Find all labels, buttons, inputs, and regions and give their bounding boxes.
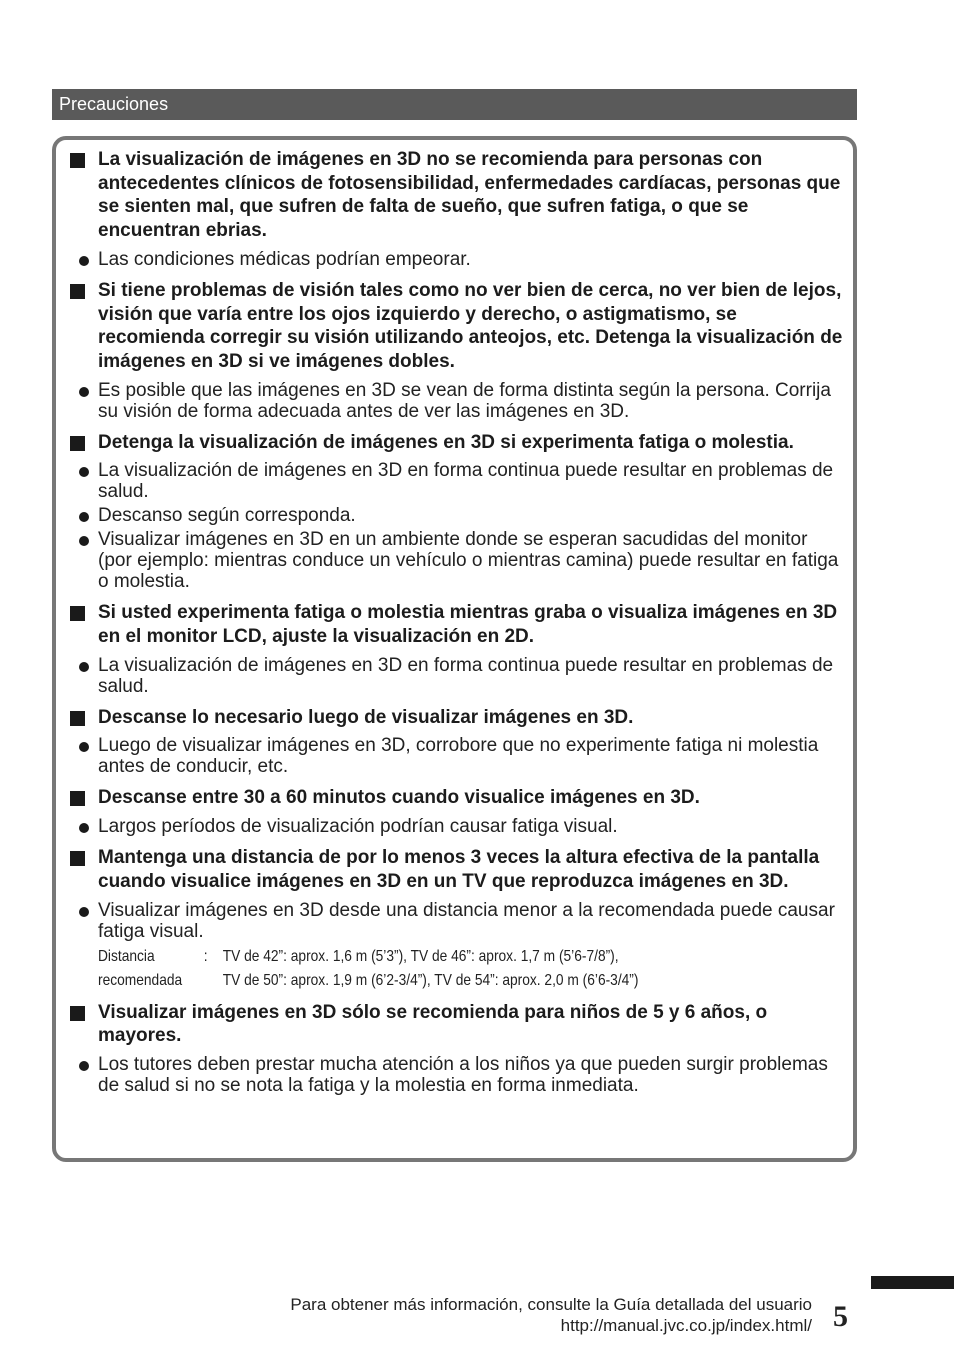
distance-label: Distancia <box>98 947 155 965</box>
precaution-heading: Descanse lo necesario luego de visualizar imágenes en 3D. <box>0 706 954 730</box>
precaution-bullet: Es posible que las imágenes en 3D se vean de forma distinta según la persona. Corrija su visión de forma adecuada antes de ver las imágenes en 3D. <box>0 380 954 422</box>
precaution-bullet: Los tutores deben prestar mucha atención a los niños ya que pueden surgir problemas de salud si no se nota la fatiga y la molestia en forma inmediata. <box>0 1054 954 1096</box>
precaution-section <box>0 706 954 778</box>
page-tab-marker <box>871 1276 954 1289</box>
precaution-section <box>0 279 954 422</box>
precaution-heading: La visualización de imágenes en 3D no se recomienda para personas con antecedentes clínicos de fotosensibilidad, enfermedades cardíacas, personas que se sienten mal, que sufren de falta de sueño, que sufren fatiga, o que se encuentran ebrias. <box>0 148 954 243</box>
precaution-heading: Mantenga una distancia de por lo menos 3 veces la altura efectiva de la pantalla cuando visualice imágenes en 3D en un TV que reproduzca imágenes en 3D. <box>0 846 954 893</box>
distance-value: TV de 42”: aprox. 1,6 m (5’3”), TV de 46”: aprox. 1,7 m (5’6-7/8”), <box>222 947 619 965</box>
precaution-heading: Si usted experimenta fatiga o molestia mientras graba o visualiza imágenes en 3D en el monitor LCD, ajuste la visualización en 2D. <box>0 601 954 648</box>
page-number: 5 <box>833 1300 848 1333</box>
precaution-section <box>0 431 954 593</box>
precaution-heading: Descanse entre 30 a 60 minutos cuando visualice imágenes en 3D. <box>0 786 954 810</box>
round-bullet-icon <box>79 1061 89 1071</box>
precautions-content <box>0 148 954 1099</box>
round-bullet-icon <box>79 256 89 266</box>
square-bullet-icon <box>70 606 85 621</box>
precaution-bullet: Visualizar imágenes en 3D desde una distancia menor a la recomendada puede causar fatiga visual. <box>0 900 954 942</box>
round-bullet-icon <box>79 512 89 522</box>
round-bullet-icon <box>79 536 89 546</box>
precaution-section <box>0 601 954 696</box>
precaution-section <box>0 786 954 837</box>
section-header-bar <box>52 89 857 120</box>
round-bullet-icon <box>79 662 89 672</box>
precaution-section <box>0 846 954 992</box>
distance-colon: : <box>203 947 208 965</box>
round-bullet-icon <box>79 742 89 752</box>
footer-note <box>290 1294 812 1336</box>
precaution-section <box>0 1001 954 1096</box>
round-bullet-icon <box>79 907 89 917</box>
precaution-bullet: Descanso según corresponda. <box>0 505 954 526</box>
section-title: Precauciones <box>59 94 169 114</box>
precaution-heading: Si tiene problemas de visión tales como no ver bien de cerca, no ver bien de lejos, visión que varía entre los ojos izquierdo y derecho, o astigmatismo, se recomienda corregir su visión utilizando anteojos, etc. Detenga la visualización de imágenes en 3D si ve imágenes dobles. <box>0 279 954 374</box>
precaution-heading: Visualizar imágenes en 3D sólo se recomienda para niños de 5 y 6 años, o mayores. <box>0 1001 954 1048</box>
distance-label: recomendada <box>98 971 183 989</box>
recommended-distance-table <box>98 945 834 993</box>
square-bullet-icon <box>70 436 85 451</box>
square-bullet-icon <box>70 153 85 168</box>
precaution-bullet: La visualización de imágenes en 3D en forma continua puede resultar en problemas de salud. <box>0 460 954 502</box>
distance-row <box>98 945 834 969</box>
precaution-heading: Detenga la visualización de imágenes en 3D si experimenta fatiga o molestia. <box>0 431 954 455</box>
square-bullet-icon <box>70 851 85 866</box>
round-bullet-icon <box>79 467 89 477</box>
round-bullet-icon <box>79 387 89 397</box>
distance-value: TV de 50”: aprox. 1,9 m (6’2-3/4”), TV de 54”: aprox. 2,0 m (6’6-3/4”) <box>222 971 639 989</box>
square-bullet-icon <box>70 284 85 299</box>
precaution-bullet: Las condiciones médicas podrían empeorar. <box>0 249 954 270</box>
square-bullet-icon <box>70 791 85 806</box>
precaution-section <box>0 148 954 270</box>
precaution-bullet: Visualizar imágenes en 3D en un ambiente donde se esperan sacudidas del monitor (por ejemplo: mientras conduce un vehículo o mientras camina) puede resultar en fatiga o molestia. <box>0 529 954 592</box>
distance-row <box>98 969 834 993</box>
precaution-bullet: La visualización de imágenes en 3D en forma continua puede resultar en problemas de salud. <box>0 655 954 697</box>
square-bullet-icon <box>70 711 85 726</box>
precaution-bullet: Luego de visualizar imágenes en 3D, corrobore que no experimente fatiga ni molestia antes de conducir, etc. <box>0 735 954 777</box>
manual-url-link[interactable]: http://manual.jvc.co.jp/index.html/ <box>560 1316 812 1335</box>
round-bullet-icon <box>79 823 89 833</box>
footer-line: Para obtener más información, consulte la Guía detallada del usuario <box>290 1295 812 1314</box>
square-bullet-icon <box>70 1006 85 1021</box>
precaution-bullet: Largos períodos de visualización podrían causar fatiga visual. <box>0 816 954 837</box>
